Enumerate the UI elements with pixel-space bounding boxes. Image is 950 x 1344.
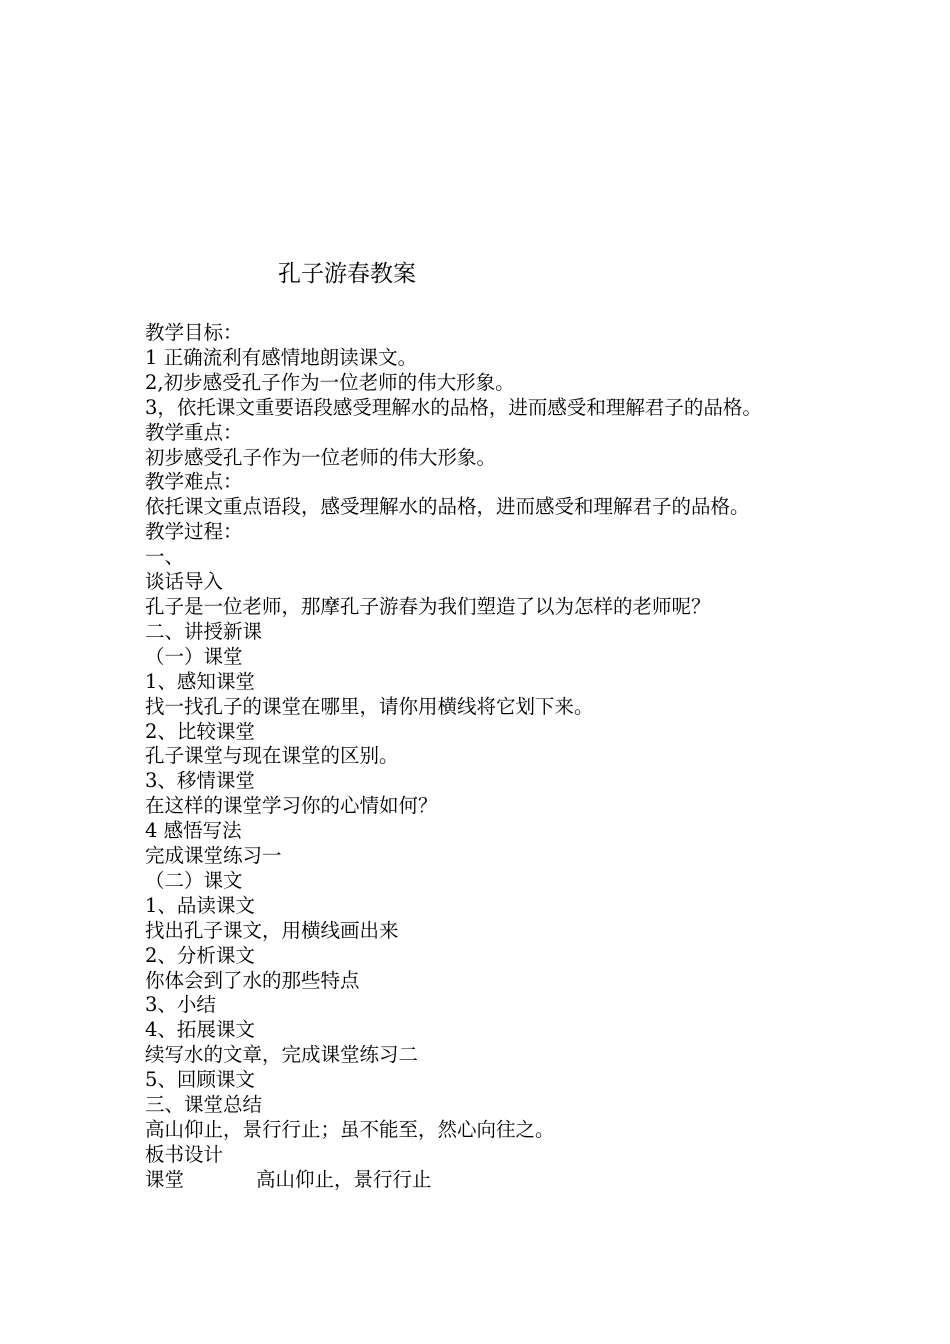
step-compare-classroom: 2、比较课堂 bbox=[145, 719, 255, 743]
step-extend-text: 4、拓展课文 bbox=[145, 1018, 255, 1042]
step-writing-text: 完成课堂练习一 bbox=[145, 844, 282, 868]
subsection-classroom: （一）课堂 bbox=[145, 644, 243, 668]
step-writing-method: 4 感悟写法 bbox=[145, 819, 242, 843]
step-summary: 3、小结 bbox=[145, 993, 216, 1017]
document-body bbox=[145, 321, 825, 1193]
goal-item-3: 3，依托课文重要语段感受理解水的品格，进而感受和理解君子的品格。 bbox=[145, 395, 762, 419]
step-analyze-instruction: 你体会到了水的那些特点 bbox=[145, 968, 360, 992]
section-one-title: 谈话导入 bbox=[145, 570, 224, 594]
step-perceive-text: 找一找孔子的课堂在哪里，请你用横线将它划下来。 bbox=[145, 694, 594, 718]
step-empathy-classroom: 3、移情课堂 bbox=[145, 769, 255, 793]
summary-quote: 高山仰止，景行行止；虽不能至，然心向往之。 bbox=[145, 1118, 555, 1141]
key-point-text: 初步感受孔子作为一位老师的伟大形象。 bbox=[145, 445, 497, 469]
board-left-text: 课堂 bbox=[145, 1167, 185, 1191]
board-right-text: 高山仰止，景行行止 bbox=[256, 1167, 432, 1191]
goal-item-2: 2,初步感受孔子作为一位老师的伟大形象。 bbox=[145, 370, 515, 394]
heading-key-points: 教学重点： bbox=[145, 420, 243, 444]
difficulty-text: 依托课文重点语段，感受理解水的品格，进而感受和理解君子的品格。 bbox=[145, 495, 750, 519]
heading-board-design: 板书设计 bbox=[145, 1142, 224, 1166]
heading-difficulties: 教学难点： bbox=[145, 470, 243, 494]
section-one-number: 一、 bbox=[145, 545, 185, 569]
step-perceive-classroom: 1、感知课堂 bbox=[145, 669, 255, 693]
step-analyze-text: 2、分析课文 bbox=[145, 943, 255, 967]
goal-item-1: 1 正确流利有感情地朗读课文。 bbox=[145, 345, 418, 369]
document-title: 孔子游春教案 bbox=[278, 261, 416, 287]
section-three-title: 三、课堂总结 bbox=[145, 1093, 263, 1117]
step-review-text: 5、回顾课文 bbox=[145, 1068, 255, 1092]
section-two-title: 二、讲授新课 bbox=[145, 619, 263, 643]
board-design-row bbox=[145, 1168, 825, 1193]
subsection-text: （二）课文 bbox=[145, 868, 243, 892]
step-read-instruction: 找出孔子课文，用横线画出来 bbox=[145, 918, 399, 942]
heading-process: 教学过程： bbox=[145, 520, 243, 544]
step-read-text: 1、品读课文 bbox=[145, 893, 255, 917]
step-extend-instruction: 续写水的文章，完成课堂练习二 bbox=[145, 1043, 419, 1067]
intro-question: 孔子是一位老师，那摩孔子游春为我们塑造了以为怎样的老师呢？ bbox=[145, 594, 711, 618]
heading-teaching-goals: 教学目标： bbox=[145, 321, 243, 344]
step-empathy-text: 在这样的课堂学习你的心情如何？ bbox=[145, 794, 438, 818]
step-compare-text: 孔子课堂与现在课堂的区别。 bbox=[145, 744, 399, 768]
